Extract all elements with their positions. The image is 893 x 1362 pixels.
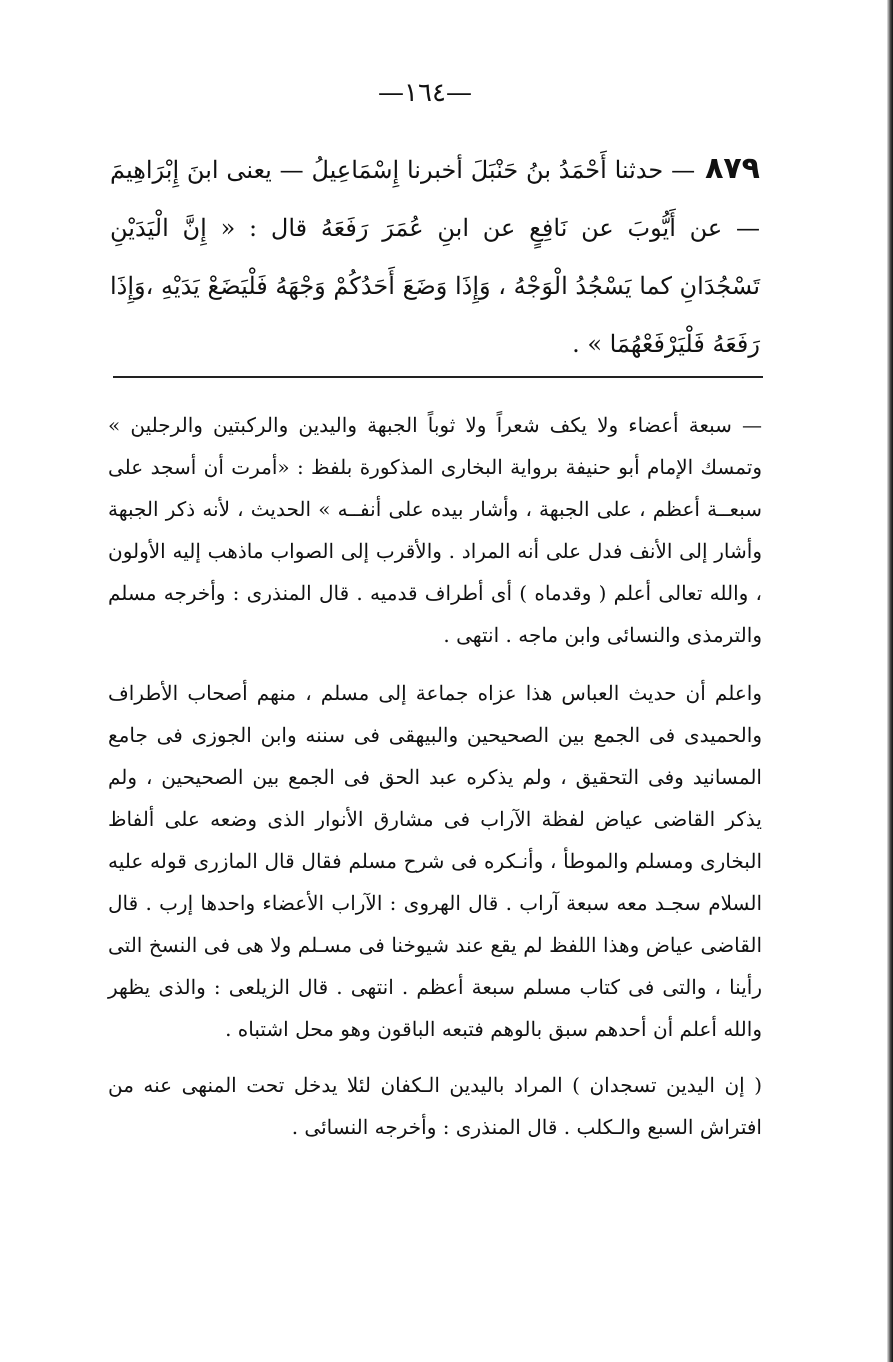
hadith-block (110, 140, 760, 373)
page-number: —١٦٤— (378, 78, 472, 108)
commentary-paragraph-3: ( إن اليدين تسجدان ) المراد باليدين الـكفان لئلا يدخل تحت المنهى عنه من افتراش السبع والـكلب . قال المنذرى : وأخرجه النسائى . (108, 1073, 762, 1139)
footnote-divider (113, 376, 763, 378)
hadith-text: — حدثنا أَحْمَدُ بنُ حَنْبَلَ أخبرنا إِسْمَاعِيلُ — يعنى ابنَ إِبْرَاهِيمَ — عن أَيُّوبَ عن نَافِعٍ عن ابنِ عُمَرَ رَفَعَهُ قال : « إِنَّ الْيَدَيْنِ تَسْجُدَانِ كما يَسْجُدُ الْوَجْهُ ، وَإِذَا وَضَعَ أَحَدُكُمْ وَجْهَهُ فَلْيَضَعْ يَدَيْهِ ،وَإِذَا رَفَعَهُ فَلْيَرْفَعْهُمَا » . (110, 156, 760, 358)
commentary-block (108, 404, 762, 1148)
hadith-number: ٨٧٩ (705, 151, 760, 186)
commentary-paragraph-1: — سبعة أعضاء ولا يكف شعراً ولا ثوباً الجبهة واليدين والركبتين والرجلين » وتمسك الإمام أبو حنيفة برواية البخارى المذكورة بلفظ : «أمرت أن أسجد على سبعــة أعظم ، على الجبهة ، وأشار بيده على أنفــه » الحديث ، لأنه ذكر الجبهة وأشار إلى الأنف فدل على أنه المراد . والأقرب إلى الصواب ماذهب إليه الأولون ، والله تعالى أعلم ( وقدماه ) أى أطراف قدميه . قال المنذرى : وأخرجه مسلم والترمذى والنسائى وابن ماجه . انتهى . (108, 413, 762, 647)
book-spine-edge (887, 0, 893, 1362)
commentary-paragraph-2: واعلم أن حديث العباس هذا عزاه جماعة إلى مسلم ، منهم أصحاب الأطراف والحميدى فى الجمع بين الصحيحين والبيهقى فى سننه وابن الجوزى فى جامع المسانيد وفى التحقيق ، ولم يذكره عبد الحق فى الجمع بين الصحيحين ، ولم يذكر القاضى عياض لفظة الآراب فى مشارق الأنوار الذى وضعه على ألفاظ البخارى ومسلم والموطأ ، وأنـكره فى شرح مسلم فقال قال المازرى قوله عليه السلام سجـد معه سبعة آراب . قال الهروى : الآراب الأعضاء واحدها إرب . قال القاضى عياض وهذا اللفظ لم يقع عند شيوخنا فى مسـلم ولا هى فى النسخ التى رأينا ، والتى فى كتاب مسلم سبعة أعظم . انتهى . قال الزيلعى : والذى يظهر والله أعلم أن أحدهم سبق بالوهم فتبعه الباقون وهو محل اشتباه . (108, 681, 762, 1041)
